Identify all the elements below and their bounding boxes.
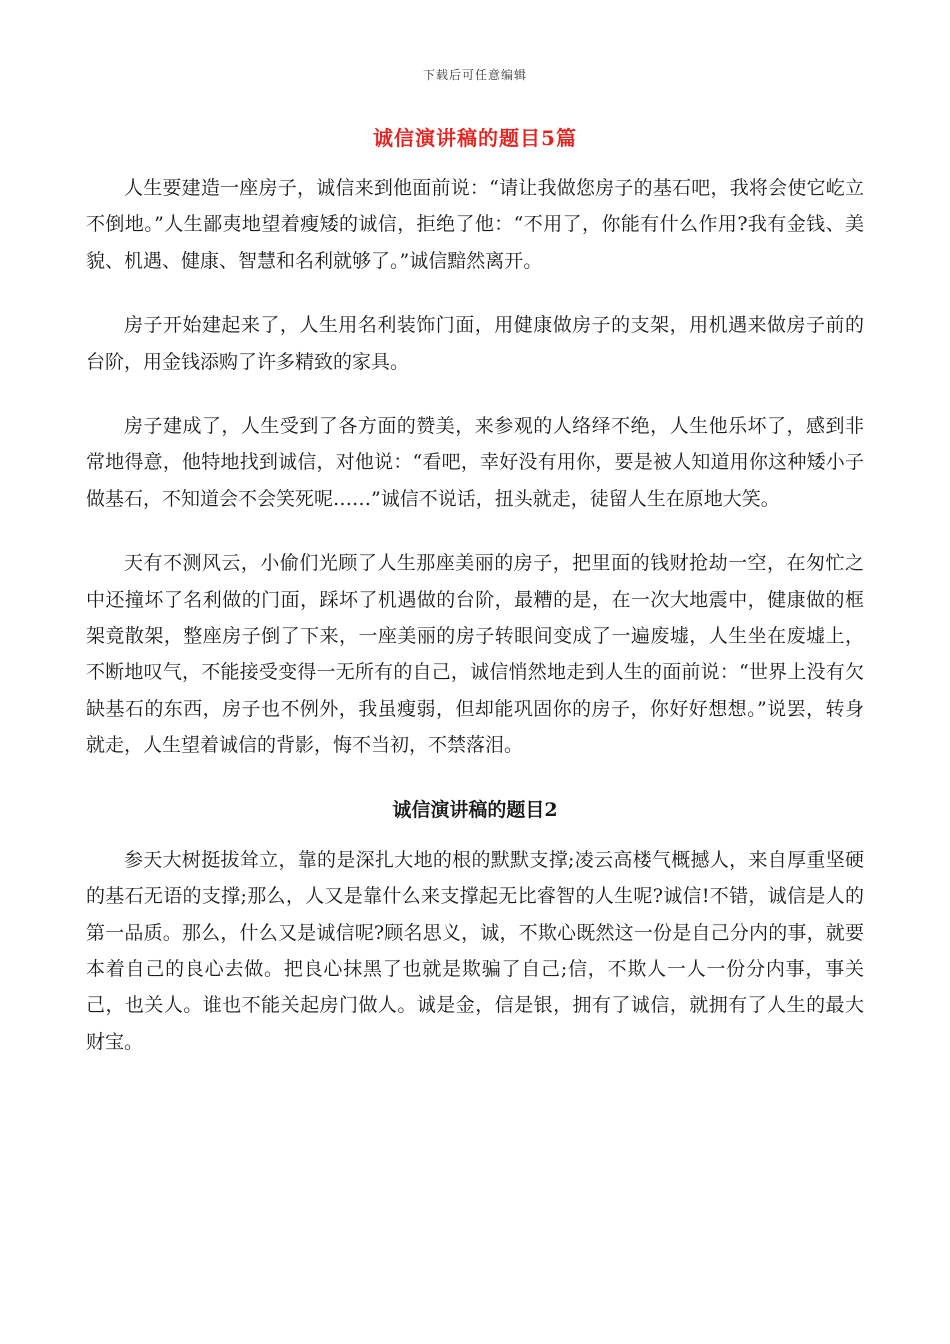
paragraph-4: 天有不测风云，小偷们光顾了人生那座美丽的房子，把里面的钱财抢劫一空，在匆忙之中还撞坏了名利做的门面，踩坏了机遇做的台阶，最糟的是，在一次大地震中，健康做的框架竟散架，整座房子倒了下来，一座美丽的房子转眼间变成了一遍废墟，人生坐在废墟上，不断地叹气，不能接受变得一无所有的自己，诚信悄然地走到人生的面前说：“世界上没有欠缺基石的东西，房子也不例外，我虽瘦弱，但却能巩固你的房子，你好好想想。”说罢，转身就走，人生望着诚信的背影，悔不当初，不禁落泪。 xyxy=(86,552,864,757)
document-body xyxy=(86,170,864,1088)
paragraph-2: 房子开始建起来了，人生用名利装饰门面，用健康做房子的支架，用机遇来做房子前的台阶，用金钱添购了许多精致的家具。 xyxy=(86,314,864,373)
section-2-paragraph-1: 参天大树挺拔耸立，靠的是深扎大地的根的默默支撑;凌云高楼气概撼人，来自厚重坚硬的基石无语的支撑;那么，人又是靠什么来支撑起无比睿智的人生呢?诚信!不错，诚信是人的第一品质。那么，什么又是诚信呢?顾名思义，诚，不欺心既然这一份是自己分内的事，就要本着自己的良心去做。把良心抹黑了也就是欺骗了自己;信，不欺人一人一份分内事，事关己，也关人。谁也不能关起房门做人。诚是金，信是银，拥有了诚信，就拥有了人生的最大财宝。 xyxy=(86,848,864,1053)
header-note: 下载后可任意编辑 xyxy=(422,68,527,82)
section-2-title: 诚信演讲稿的题目2 xyxy=(392,798,558,821)
paragraph-3: 房子建成了，人生受到了各方面的赞美，来参观的人络绎不绝，人生他乐坏了，感到非常地得意，他特地找到诚信，对他说：“看吧，幸好没有用你，要是被人知道用你这种矮小子做基石，不知道会不会笑死呢……”诚信不说话，扭头就走，徒留人生在原地大笑。 xyxy=(86,415,864,510)
paragraph-1: 人生要建造一座房子，诚信来到他面前说：“请让我做您房子的基石吧，我将会使它屹立不倒地。”人生鄙夷地望着瘦矮的诚信，拒绝了他：“不用了，你能有什么作用?我有金钱、美貌、机遇、健康、智慧和名利就够了。”诚信黯然离开。 xyxy=(86,177,864,272)
document-title: 诚信演讲稿的题目5篇 xyxy=(373,126,577,150)
